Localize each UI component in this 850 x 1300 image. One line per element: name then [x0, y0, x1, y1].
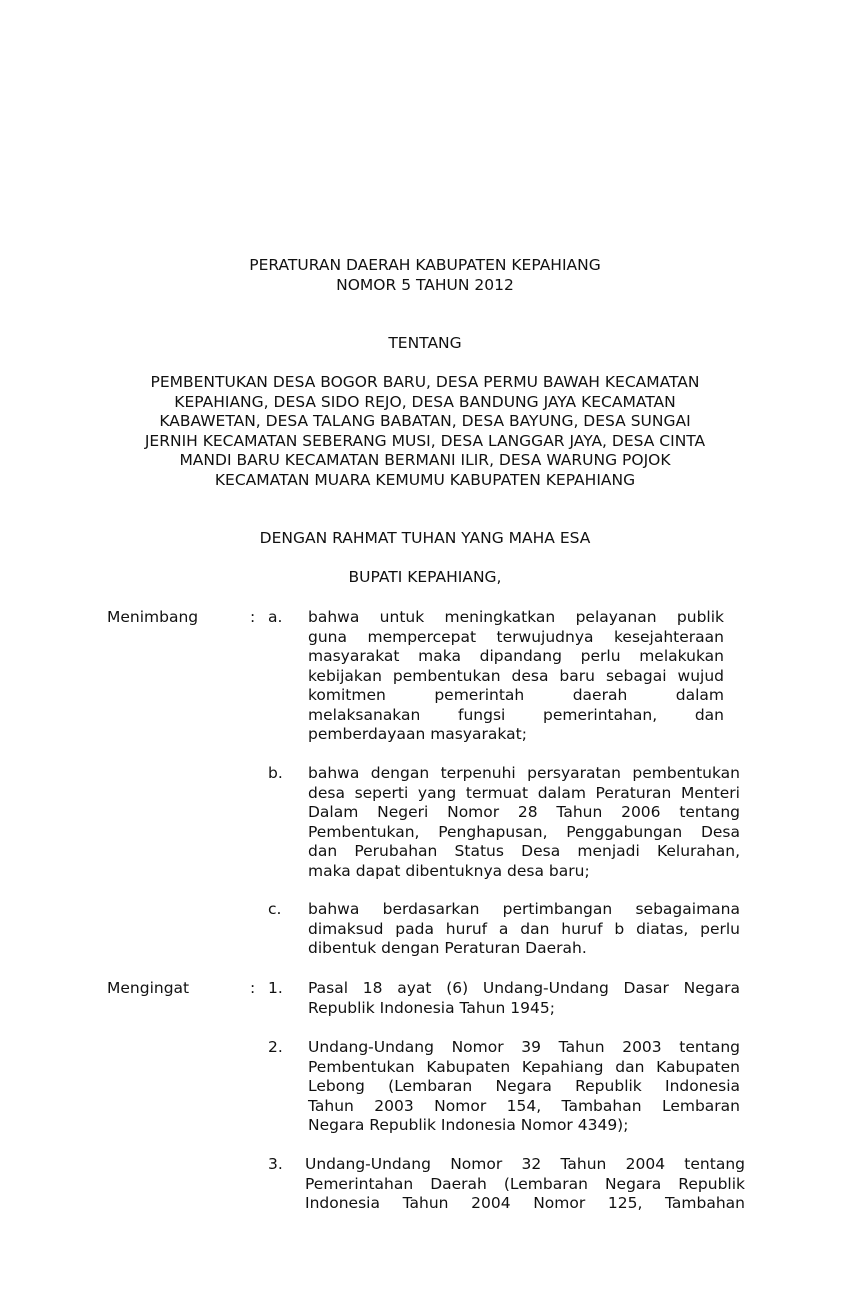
item-marker: 3. — [268, 1155, 283, 1173]
paragraph-line: Undang-Undang Nomor 32 Tahun 2004 tentang — [305, 1155, 745, 1173]
paragraph-line: guna mempercepat terwujudnya kesejahteraan — [308, 627, 724, 646]
paragraph-line: Pasal 18 ayat (6) Undang-Undang Dasar Negara — [308, 979, 740, 997]
regulation-subject — [0, 373, 850, 490]
item-marker: 1. — [268, 979, 283, 997]
tentang-label: TENTANG — [388, 334, 462, 352]
menimbang-label: Menimbang — [107, 608, 199, 626]
paragraph-line: dimaksud pada huruf a dan huruf b diatas, perlu — [308, 919, 740, 938]
menimbang-item-b — [308, 764, 740, 881]
subject-line: JERNIH KECAMATAN SEBERANG MUSI, DESA LANGGAR JAYA, DESA CINTA — [144, 431, 706, 450]
bupati-line: BUPATI KEPAHIANG, — [348, 568, 502, 586]
item-marker: b. — [268, 764, 283, 782]
item-marker: a. — [268, 608, 283, 626]
paragraph-line: melaksanakan fungsi pemerintahan, dan — [308, 705, 724, 724]
paragraph-line: bahwa berdasarkan pertimbangan sebagaimana — [308, 900, 740, 918]
paragraph-line: kebijakan pembentukan desa baru sebagai wujud — [308, 666, 724, 685]
paragraph-line: komitmen pemerintah daerah dalam — [308, 686, 724, 704]
paragraph-line: Dalam Negeri Nomor 28 Tahun 2006 tentang — [308, 803, 740, 821]
paragraph-line: Pembentukan, Penghapusan, Penggabungan Desa — [308, 822, 740, 841]
item-marker: 2. — [268, 1038, 283, 1056]
subject-line: KEPAHIANG, DESA SIDO REJO, DESA BANDUNG JAYA KECAMATAN — [174, 392, 676, 411]
mengingat-colon: : — [250, 979, 256, 997]
paragraph-line: Lebong (Lembaran Negara Republik Indonesia — [308, 1077, 740, 1095]
paragraph-line: pemberdayaan masyarakat; — [308, 725, 527, 743]
subject-line: KECAMATAN MUARA KEMUMU KABUPATEN KEPAHIANG — [214, 470, 636, 489]
paragraph-line: Pembentukan Kabupaten Kepahiang dan Kabupaten — [308, 1057, 740, 1076]
heading-line-2: NOMOR 5 TAHUN 2012 — [336, 275, 514, 294]
mengingat-label: Mengingat — [107, 979, 190, 997]
paragraph-line: maka dapat dibentuknya desa baru; — [308, 861, 590, 880]
mengingat-item-3 — [305, 1155, 745, 1214]
subject-line: KABAWETAN, DESA TALANG BABATAN, DESA BAYUNG, DESA SUNGAI — [159, 412, 691, 430]
paragraph-line: Indonesia Tahun 2004 Nomor 125, Tambahan — [305, 1194, 745, 1212]
paragraph-line: desa seperti yang termuat dalam Peraturan Menteri — [308, 783, 740, 802]
menimbang-item-c — [308, 900, 740, 959]
menimbang-colon: : — [250, 608, 256, 626]
paragraph-line: Undang-Undang Nomor 39 Tahun 2003 tentang — [308, 1038, 740, 1056]
mengingat-item-2 — [308, 1038, 740, 1136]
mengingat-item-1 — [308, 979, 740, 1018]
rahmat-line: DENGAN RAHMAT TUHAN YANG MAHA ESA — [259, 529, 591, 547]
paragraph-line: dibentuk dengan Peraturan Daerah. — [308, 939, 587, 957]
menimbang-item-a — [308, 608, 724, 745]
paragraph-line: Pemerintahan Daerah (Lembaran Negara Republik — [305, 1174, 745, 1193]
paragraph-line: bahwa dengan terpenuhi persyaratan pembentukan — [308, 764, 740, 782]
subject-line: MANDI BARU KECAMATAN BERMANI ILIR, DESA WARUNG POJOK — [179, 451, 671, 469]
item-marker: c. — [268, 900, 282, 918]
paragraph-line: dan Perubahan Status Desa menjadi Kelurahan, — [308, 842, 740, 860]
paragraph-line: bahwa untuk meningkatkan pelayanan publik — [308, 608, 724, 626]
paragraph-line: masyarakat maka dipandang perlu melakukan — [308, 647, 724, 665]
paragraph-line: Tahun 2003 Nomor 154, Tambahan Lembaran — [308, 1096, 740, 1115]
paragraph-line: Republik Indonesia Tahun 1945; — [308, 998, 555, 1017]
paragraph-line: Negara Republik Indonesia Nomor 4349); — [308, 1116, 629, 1134]
heading-line-1: PERATURAN DAERAH KABUPATEN KEPAHIANG — [249, 256, 601, 274]
subject-line: PEMBENTUKAN DESA BOGOR BARU, DESA PERMU BAWAH KECAMATAN — [150, 373, 700, 391]
document-heading — [0, 256, 850, 295]
